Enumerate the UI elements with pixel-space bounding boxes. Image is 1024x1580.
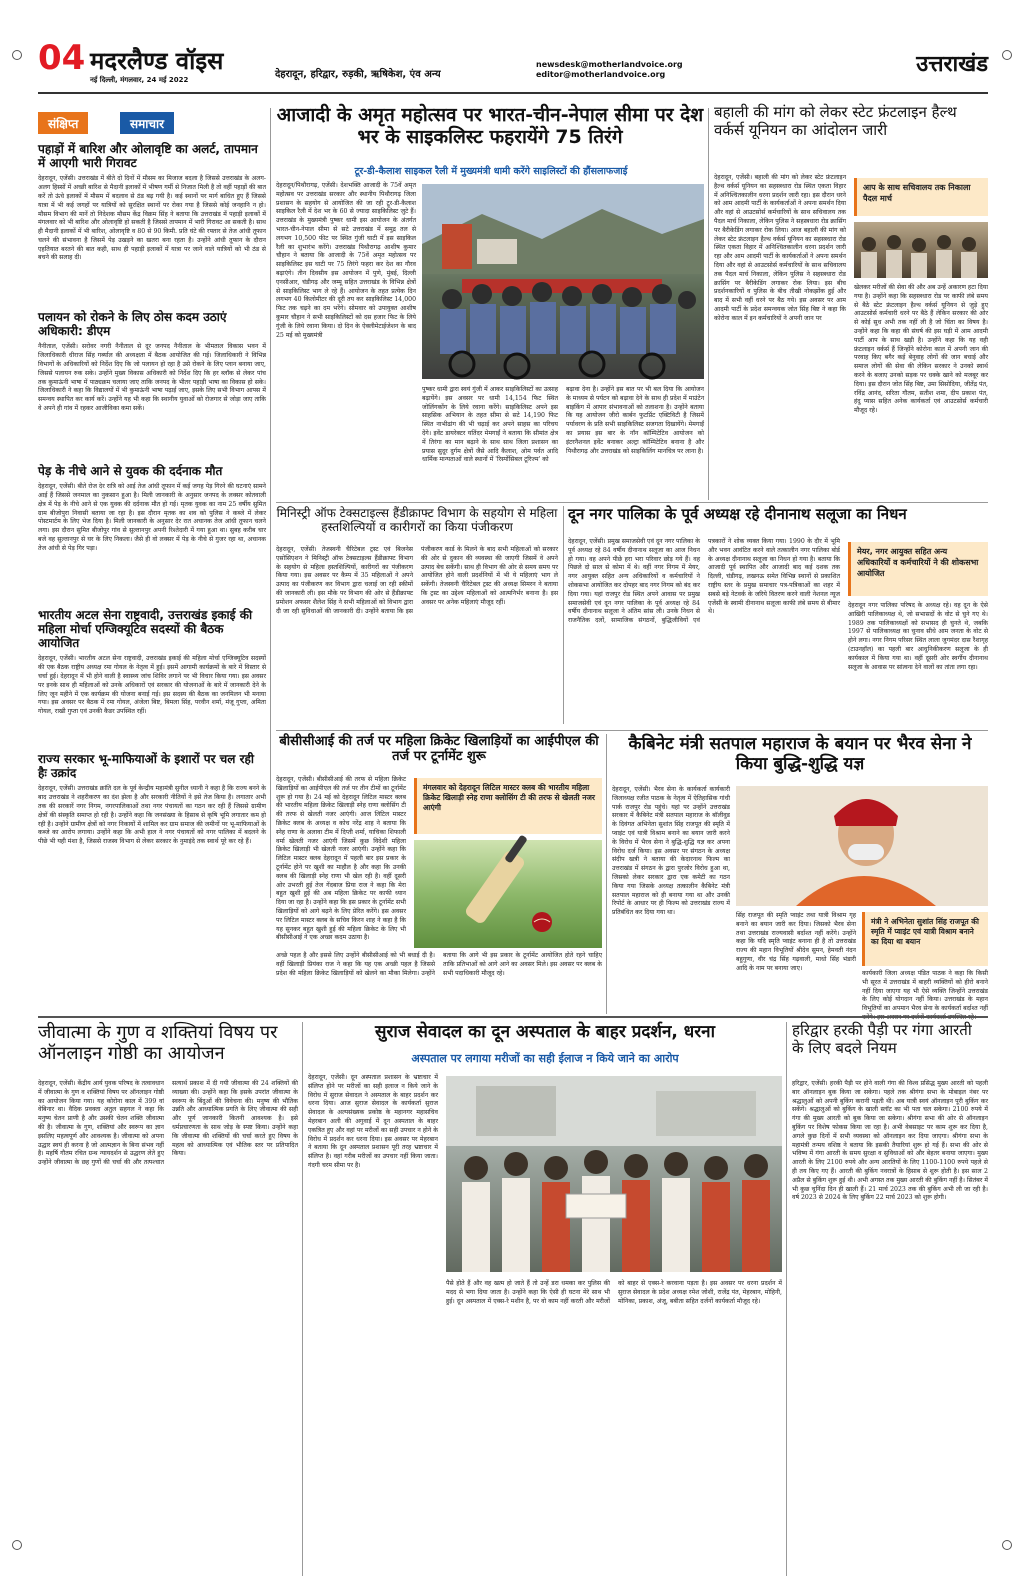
briefs-tag	[38, 112, 218, 134]
hospital-headline: सुराज सेवादल का दून अस्पताल के बाहर प्रदर्शन, धरना	[374, 1022, 716, 1042]
cricket-caption: मंगलवार को देहरादून लिटिल मास्टर क्लब की भारतीय महिला क्रिकेट खिलाड़ी स्नेह राणा क्लोसिंग टी की तरफ से खेलती नजर आएंगी	[414, 778, 602, 834]
paper-name: मदरलैण्ड वॉइस	[90, 47, 224, 75]
cyclists-illustration	[422, 184, 704, 379]
crafts-headline: मिनिस्ट्री ऑफ टेक्सटाइल्स हैंडीक्राफ्ट विभाग के सहयोग से महिला हस्तशिल्पियों व कारीगरों का किया पंजीकरण	[276, 506, 558, 535]
brief-item	[38, 752, 266, 897]
brief-headline: भारतीय अटल सेना राष्ट्रवादी, उत्तराखंड इकाई की महिला मोर्चा एग्जिक्यूटिव सदस्यों की बैठक आयोजित	[38, 608, 253, 651]
brief-body: नैनीताल, एजेंसी। सरोवर नगरी नैनीताल से दूर जनपद नैनीताल के भीमताल विकास भवन में जिलाधिकारी धीराज सिंह गर्ब्याल की अध्यक्षता में बैठक आयोजित की गई। जिलाधिकारी ने विभिन्न विभागों के अधिकारियों को निर्देश दिए कि जो पलायन हो रहा है उसे रोकने के लिए प्लान बनाया जाए, जिससे पलायन रुक सके। उन्होंने मुख्य विकास अधिकारी को निर्देश दिए कि हर ब्लॉक से लेकर पांच तक कुमाऊंनी भाषा में पाठ्यक्रम चलाया जाए ताकि जनपद के भीतर पहाड़ी भाषा का विकास हो सके। जिलाधिकारी ने कहा कि विद्यालयों में भी कुमाऊंनी भाषा पढ़ाई जाए, इसके लिए सभी विभाग आपस में समन्वय स्थापित कर कार्य करें। उन्होंने यह भी कहा कि स्थानीय युवाओं को रोजगार से जोड़ा जाए ताकि वे अपने ही गांव में रहकर आजीविका कमा सकें।	[38, 343, 266, 412]
briefs-tag-1: संक्षिप्त	[38, 112, 88, 134]
brief-headline: पहाड़ों में बारिश और ओलावृष्टि का अलर्ट, तापमान में आएगी भारी गिरावट	[38, 142, 258, 171]
lead-body-left: देहरादून/पिथौरागढ़, एजेंसी। देशभक्ति आजादी के 75वें अमृत महोत्सव पर उत्तराखंड सरकार और स्थानीय पिथौरागढ़ जिला प्रशासन के सहयोग से आयोजित की जा रही टूर-डी-कैलाश साइकिल रैली में देश भर के 60 से ज्यादा साइकिलिस्ट जुटे हैं। उत्तराखंड के मुख्यमंत्री पुष्कर धामी इस आयोजन के अंतर्गत भारत-चीन-नेपाल सीमा से सटे उत्तराखंड में समुद्र तल से लगभग 10,500 फीट पर स्थित गुंजी घाटी में इस साइकिल रैली का शुभारंभ करेंगे। उत्तराखंड पिथौरागढ़ आशीष कुमार चौहान ने बताया कि आजादी के 75वें अमृत महोत्सव पर साइकिलिस्ट इस घाटी पर 75 तिरंगे फहरा कर देश का गौरव बढ़ाएंगे। तीन दिवसीय इस आयोजन में पुणे, मुंबई, दिल्ली एनसीआर, चंडीगढ़ और जम्मू सहित उत्तराखंड के विभिन्न क्षेत्रों से साइकिलिस्ट भाग ले रहे हैं। आयोजन के तहत प्रत्येक दिन लगभग 40 किलोमीटर की दूरी तय कर साइकिलिस्ट 14,000 फिट तक चढ़ने का दम भरेंगे। सोमवार को उपायुक्त आशीष कुमार चौहान ने सभी साइकिलिस्टों को दस हजार फिट के लिये गुंजी के लिये रवाना किया। दो दिन के ऐक्लीमेटाईजेशन के बाद 25 मई को मुख्यमंत्री	[276, 182, 416, 339]
lead-body-right: बढ़ावा देना है। उन्होंने इस बात पर भी बल दिया कि आयोजन के माध्यम से पर्यटन को बढ़ावा देने के साथ ही प्रदेश में माउंटेन बाइकिंग में आपार संभावनाओं को तलाशना है। उन्होंने बताया कि यह आयोजन जीरो कार्बन फुटप्रिंट एक्टिविटी है जिसमें पर्यावरण के प्रति सभी साइकिलिस्ट सजगता दिखायेंगे। मेमगाईं का प्रयास इस बार के नॉन कॉम्पिटेटिव आयोजन को इंटरनैशनल इवेंट बनाकर अल्ट्रा कॉम्पिटेटिव बनाना है और पिथौरागढ़ और उत्तराखंड को साइकिलिंग मानचित्र पर लाना है।	[566, 386, 704, 455]
cyclists-photo	[422, 184, 704, 379]
minister-story	[612, 734, 988, 1014]
lead-story	[276, 104, 704, 500]
protest-photo	[854, 222, 988, 278]
minister-headline: कैबिनेट मंत्री सतपाल महाराज के बयान पर भैरव सेना ने किया बुद्धि-शुद्धि यज्ञ	[628, 734, 972, 775]
registration-mark	[12, 50, 22, 60]
brief-body: देहरादून, एजेंसी। बीते रोज देर रात्रि को आई तेज आंधी तूफान में कई जगह पेड़ गिरने की घटनाएं सामने आई हैं जिससे जनमाल का नुकसान हुआ है। मिली जानकारी के अनुसार जनपद के लक्सर कोतवाली क्षेत्र में पेड़ के नीचे आने से एक युवक की दर्दनाक मौत हो गई। मृतक युवक का नाम 25 वर्षीय सुमित ग्राम बीजोपुरा निवासी बताया जा रहा है। इस दौरान मृतक का शव को पुलिस ने कब्जे में लेकर पोस्टमार्टम के लिए भेज दिया है। मिली जानकारी के अनुसार देर रात अचानक तेज आंधी तूफान चलने लगा। इस दौरान सुमित बीजोपुर गांव से सुल्तानपुर अपनी रिश्तेदारी में गया हुआ था। सुबह करीब चार बजे वह सुल्तानपुर से घर के लिए निकला। जैसे ही वो लक्सर में पेड़ के नीचे से गुजर रहा था, अचानक तेज आंधी से पेड़ गिर पड़ा।	[38, 483, 266, 552]
health-headline: बहाली की मांग को लेकर स्टेट फ्रंटलाइन हैल्थ वर्कर्स यूनियन का आंदोलन जारी	[714, 103, 957, 139]
briefs-column	[38, 112, 266, 897]
registration-mark	[12, 1540, 22, 1550]
crafts-body: देहरादून, एजेंसी। तेजस्वनी चैरिटेबल ट्रस्ट एवं बिजनेस एसोसिएशन ने मिनिस्ट्री ऑफ टेक्सटाइल्स हैंडीक्राफ्ट विभाग के सहयोग से महिला हस्तशिल्पियों, कारीगरों का पंजीकरण किया गया। इस अवसर पर कैम्प में 35 महिलाओं ने अपने उत्पाद का पंजीकरण कर विभाग द्वारा चलाई जा रही स्कीमों की जानकारी ली। इस मौके पर विभाग की ओर से हैंडीक्राफ्ट प्रमोशन अफसर शैलेश सिंह ने सभी महिलाओं को विभाग द्वारा दी जा रही सुविधाओं की जानकारी दी। उन्होंने बताया कि इस पंजीकरण कार्ड के मिलने के बाद सभी महिलाओं को सरकार की ओर से दुकान की व्यवस्था की जाएगी जिसमें वे अपने उत्पाद बेच सकेंगी। साथ ही विभाग की ओर से समय समय पर आयोजित होने वाली प्रदर्शनियों में भी ये महिलाएं भाग ले सकेंगी। तेजस्वनी चैरिटेबल ट्रस्ट की अध्यक्ष सिमरन ने बताया कि ट्रस्ट का उद्देश्य महिलाओं को आत्मनिर्भर बनाना है। इस अवसर पर अनेक महिलाएं मौजूद रहीं।	[276, 546, 558, 615]
cricket-body: देहरादून, एजेंसी। बीसीसीआई की तरफ से महिला क्रिकेट खिलाड़ियों का आईपीएल की तर्ज पर तीन टीमों का टूर्नामेंट शुरू हो गया है। 24 मई को देहरादून लिटिल मास्टर क्लब की भारतीय महिला क्रिकेट खिलाड़ी स्नेह राणा क्लोसिंग टी की तरफ से खेलती नजर आएंगी। आज लिटिल मास्टर क्रिकेट क्लब के अध्यक्ष व कोच नरेंद्र शाह ने बताया कि स्नेह राणा के अलावा टीम में दिप्ती शर्मा, याचिका शिफाली वर्मा खेलती नजर आएंगी जिसमें कुछ विदेशी महिला क्रिकेट खिलाड़ी भी खेलती नजर आएंगी। उन्होंने कहा कि लिटिल मास्टर क्लब देहरादून में पहली बार इस प्रकार के टूर्नामेंट होने पर खुशी का माहौल है और कहा कि उनकी क्लब की खिलाड़ी स्नेह राणा भी खेल रही है। वहीं दूसरी ओर उभरती हुई तेज गेंदबाज प्रिया राज ने कहा कि मेरा बहुत खुशी हुई की अब महिला क्रिकेट पर काफी ध्यान दिया जा रहा है। उन्होंने कहा कि इस प्रकार के टूर्नामेंट सभी खिलाड़ियों को आगे बढ़ने के लिए प्रेरित करेंगे। इस अवसर पर लिटिल मास्टर क्लब के सचिव किरन शाह ने कहा है कि यह सुनकर बहुत खुशी हुई की महिला क्रिकेट के लिए भी बीसीसीआई ने एक अच्छा कदम उठाया है।	[276, 776, 407, 942]
obit-body: देहरादून, एजेंसी। प्रमुख समाजसेवी एवं दून नगर पालिका के पूर्व अध्यक्ष रहे 84 वर्षीय दीनानाथ सलूजा का आज निधन हो गया। वह अपने पीछे हरा भरा परिवार छोड़ गये हैं। वह पिछले दो साल से कोमा में थे। वहीं नगर निगम में मेयर, नगर आयुक्त सहित अन्य अधिकारियों व कर्मचारियों ने शोकसभा आयोजित कर दोपहर बाद नगर निगम को बंद कर दिया गया। यहां राजपुर रोड स्थित अपने आवास पर प्रमुख समाजसेवी एवं दून नगर पालिका के पूर्व अध्यक्ष रहे 84 वर्षीय दीनानाथ सलूजा ने अंतिम सांस ली। उनके निधन से राजनैतिक दलों, सामाजिक संगठनों, बुद्धिजीवियों एवं पत्रकारों ने शोक व्यक्त किया गया। 1990 के दौर में भूमि और भवन आवंटित करने वाले तत्कालीन नगर पालिका बोर्ड के अध्यक्ष दीनानाथ सलूजा का निधन हो गया है। बताया कि आजादी पूर्व स्थापित और आजादी बाद कई दशक तक दिल्ली, चंडीगढ़, लखनऊ समेत विभिन्न स्थानों से प्रकाशित राष्ट्रीय स्तर के प्रमुख समाचार पत्र-पत्रिकाओं का शहर में सबसे बड़े नेटवर्क के जरिये वितरण करने वाली नेशनल न्यूज एजेंसी के स्वामी दीनानाथ सलूजा काफी लंबे समय से बीमार थे।	[568, 538, 840, 625]
lead-subhead: टूर-डी-कैलाश साइकल रैली में मुख्यमंत्री धामी करेंगे साइलिस्टों की हौंसलाफजाई	[354, 166, 628, 177]
protest-illustration	[854, 222, 988, 278]
minister-body: देहरादून, एजेंसी। भैरव सेना के कार्यकर्ता कार्यकारी जिलाध्यक्ष रजीत पाठक के नेतृत्व में ऐतिहासिक गांधी पार्क राजपुर रोड पहुंचे। यहां पर उन्होंने उत्तराखंड सरकार में कैबिनेट मंत्री सतपाल महाराज के बॉलीवुड के दिवंगत अभिनेता सुशांत सिंह राजपूत की स्मृति में प्वाइंट एवं यात्री विश्राम बनाने का बयान जारी करने के विरोध में भैरव सेना ने बुद्धि-शुद्धि यज्ञ कर अपना विरोध दर्ज किया। इस अवसर पर संगठन के अध्यक्ष संदीप खत्री ने बताया की केदारनाथ फिल्म का उत्तराखंड में संगठन के द्वारा पुरजोर विरोध हुआ था, जिसको लेकर सरकार द्वारा एक कमेटी का गठन किया गया जिसके अध्यक्ष तत्कालीन कैबिनेट मंत्री सतपाल महाराज को ही बनाया गया था और उनकी रिपोर्ट के आधार पर ही फिल्म को उत्तराखंड राज्य में प्रतिबंधित कर दिया गया था।	[612, 786, 730, 917]
obit-headline: दून नगर पालिका के पूर्व अध्यक्ष रहे दीनानाथ सलूजा का निधन	[568, 505, 907, 523]
cities-line: देहरादून, हरिद्वार, रुड़की, ऋषिकेश, एंव अन्य	[275, 69, 441, 80]
brief-item	[38, 310, 266, 460]
hospital-body: देहरादून, एजेंसी। दून अस्पताल प्रशासन के भ्रष्टाचार में संलिप्त होने पर मरीजों का सही इलाज न किये जाने के विरोध में सुराज सेवादल ने अस्पताल के बाहर प्रदर्शन कर धरना दिया। आज सुराज सेवादल के कार्यकर्ता सुराज सेवादल के अल्पसंख्यक प्रकोष्ठ के महानगर महासचिव मेहरबान अली की अगुवाई में दून अस्पताल के बाहर एकत्रित हुए और वहां पर मरीजों का सही उपचार न होने के विरोध में प्रदर्शन कर धरना दिया। इस अवसर पर मेहरबान ने बताया कि दून अस्पताल प्रशासन पूरी तरह भ्रष्टाचार में संलिप्त है। वहां गरीब मरीजों का उपचार नहीं किया जाता। गंदगी चरम सीमा पर है।	[308, 1074, 438, 1169]
ganga-body: हरिद्वार, एजेंसी। हरकी पैड़ी पर होने वाली गंगा की विश्व प्रसिद्ध मुख्य आरती को पहली बार ऑनलाइन बुक किया जा सकेगा। पहले तक श्रीगंगा सभा के मोबाइल नंबर पर श्रद्धालुओं को अपनी बुकिंग करानी पड़ती थी। अब यात्री स्वयं ऑनलाइन पूरी बुकिंग कर सकेंगे। श्रद्धालुओं को बुकिंग के खाली स्लॉट का भी पता चल सकेगा। 2100 रुपये में गंगा की मुख्य आरती को बुक किया जा सकेगा। श्रीगंगा सभा की ओर से ऑनलाइन बुकिंग पर विशेष फोकस किया जा रहा है। अभी वेबसाइट पर काम शुरू कर दिया है, अगले कुछ दिनों में सभी व्यवस्था को ऑनलाइन कर दिया जाएगा। श्रीगंगा सभा के महामंत्री तन्मय वशिष्ठ ने बताया कि इसकी तैयारियां शुरू हो गई हैं। सभा की ओर से भविष्य में गंगा आरती के समय सुरक्षा व सुविधाओं को और बेहतर बनाया जाएगा। मुख्य आरती के लिए 2100 रुपये और अन्य आरतियों के लिए 1100-1100 रुपये पहले से ही तय किए गए हैं। आरती की बुकिंग नवरात्रों के हिसाब से शुरू होती है। इस साल 2 अप्रैल से बुकिंग शुरू हुई थी। अभी अगस्त तक मुख्य आरती की बुकिंग नहीं है। सितंबर में भी कुछ चुनिंदा दिन ही खाली हैं। 21 मार्च 2023 तक की बुकिंग अभी ली जा रही है। वर्ष 2023 से 2024 के लिए बुकिंग 22 मार्च 2023 को शुरू होगी।	[792, 1080, 988, 1202]
email-newsdesk[interactable]: newsdesk@motherlandvoice.org	[536, 60, 683, 69]
hospital-protest-photo	[446, 1076, 782, 1272]
page-number: 04	[38, 38, 86, 78]
obit-caption: मेयर, नगर आयुक्त सहित अन्य अधिकारियों व कर्मचारियों ने की शोकसभा आयोजित	[848, 542, 988, 596]
brief-item	[38, 464, 266, 604]
registration-mark	[1002, 50, 1012, 60]
bat-and-ball-illustration	[414, 840, 602, 948]
cricket-headline: बीसीसीआई की तर्ज पर महिला क्रिकेट खिलाड़ियों का आईपीएल की तर्ज पर टूर्नामेंट शुरू	[279, 734, 599, 765]
dateline: नई दिल्ली, मंगलवार, 24 मई 2022	[90, 76, 189, 84]
goshti-headline: जीवात्मा के गुण व शक्तियां विषय पर ऑनलाइन गोष्ठी का आयोजन	[38, 1022, 278, 1065]
lead-headline: आजादी के अमृत महोत्सव पर भारत-चीन-नेपाल सीमा पर देश भर के साइकलिस्ट फहरायेंगे 75 तिरंगे	[276, 104, 704, 149]
health-story	[714, 104, 988, 500]
brief-body: देहरादून, एजेंसी। भारतीय अटल सेना राष्ट्रवादी, उत्तराखंड इकाई की महिला मोर्चा एग्जिक्यूटिव सदस्यों की एक बैठक राष्ट्रीय अध्यक्ष रमा गोयल के नेतृत्व में हुई। इसमें आगामी कार्यक्रमों के बारे में विस्तार से चर्चा हुई। देहरादून में भी होने वाली है स्वास्थ्य जांच शिविर लगाने पर भी विचार किया गया। इस अवसर पर इनके साथ ही महिलाओं को उनके अधिकारों एवं सरकार की योजनाओं के बारे में जानकारी देने के लिए जून महीने में एक कार्यक्रम की योजना बनाई गई। इस सदस्य की बैठक का जनमिलन भी मनाया गया। इस अवसर पर बैठक में रमा गोयल, अंजेला बिष्ट, बिमला सिंह, परवीन शर्मा, मंजू गुप्ता, अमिता गोयल, राखी गुप्ता एवं उनकी कैडर उपस्थित रहीं।	[38, 655, 266, 716]
minister-caption: मंत्री ने अभिनेता सुशांत सिंह राजपूत की स्मृति में प्वाइंट एवं यात्री विश्राम बनाने का दिया था बयान	[862, 912, 988, 966]
lead-body-mid: पुष्कर धामी द्वारा स्वयं गुंजी में आकर साइकिलिस्टों का उत्साह बढ़ायेंगे। इस अवसर पर धामी 14,154 फिट स्थित जोलिंगकोंग के लिये रवाना करेंगे। साइकिलिस्ट अपने इस साहसिक अभियान के तहत सीमा से सटे 14,190 फिट स्थित नाभीढांग की भी चढ़ाई कर अपने साहस का परिचय देंगे। इवेंट डायरेक्टर यतिंदर मेमगाईं ने बताया कि सीमांत क्षेत्र में तिरंगा का मान बढ़ाने के साथ साथ जिला प्रशासन का प्रयास सुदूर दुर्गम क्षेत्रों जैसे आदि कैलाश, ओम पर्वत आदि धार्मिक मान्यताओं वाले स्थानों में 'रिस्पोंसिबल टूरिज्म' को	[422, 386, 558, 464]
minister-portrait-illustration	[736, 786, 988, 906]
minister-body-right: सिंह राजपूत की स्मृति प्वाइंट तथा यात्री विश्राम गृह बनाने का बयान जारी कर दिया। जिसको भैरव सेना तथा उत्तराखंड राज्यवासी बर्दाश्त नहीं करेंगे। उन्होंने कहा कि यदि स्मृति प्वाइंट बनाना ही है तो उत्तराखंड राज्य की महान विभूतियों श्रीदेव सुमन, हेमवती नंदन बहुगुणा, वीर चंद्र सिंह गढ़वाली, माधो सिंह भंडारी आदि के नाम पर बनाया जाए।	[736, 912, 856, 972]
section-title: उत्तराखंड	[916, 52, 988, 77]
email-editor[interactable]: editor@motherlandvoice.org	[536, 70, 666, 80]
goshti-body: देहरादून, एजेंसी। केंद्रीय आर्य युवक परिषद के तत्वावधान में जीवात्मा के गुण व शक्तियां विषय पर ऑनलाइन गोष्ठी का आयोजन किया गया। यह कोरोना काल में 399 वां वेबिनार था। वैदिक प्रवक्ता अतुल सहगल ने कहा कि मनुष्य चेतन प्राणी है और उसकी चेतन शक्ति जीवात्मा की है। जीवात्मा के गुण, शक्तियां और स्वरूप का ज्ञान इसलिए महत्वपूर्ण और आवश्यक है। जीवात्मा को अपना उद्धार स्वयं ही करना है जो आत्मज्ञान के बिना संभव नहीं है। महर्षि गौतम रचित ग्रन्थ न्यायदर्शन से उद्धरण लेते हुए उन्होंने जीवात्मा के छह गुणों की चर्चा की और तत्पश्चात सत्यार्थ प्रकाश में दी गयी जीवात्मा की 24 शक्तियों की व्याख्या की। उन्होंने कहा कि इसके उपरांत जीवात्मा के स्वरूप के बिंदुओं की विवेचना की। मनुष्य की भौतिक उन्नति और आध्यात्मिक प्रगति के लिए जीवात्मा की सही और पूर्ण जानकारी कितनी आवश्यक है। इसे धर्मप्रचारणता के साथ जोड़ के स्पष्ट किया। उन्होंने कहा कि जीवात्मा की शक्तियों की चर्चा करते हुए विषय के महत्व को आध्यात्मिक एवं भौतिक स्तर पर प्रतिपादित किया।	[38, 1080, 298, 1167]
ganga-headline: हरिद्वार हरकी पैड़ी पर गंगा आरती के लिए बदले नियम	[792, 1021, 972, 1057]
minister-photo	[736, 786, 988, 906]
brief-headline: राज्य सरकार भू-माफियाओं के इशारों पर चल रही हैः उक्रांद	[38, 752, 254, 781]
obit-body-right: देहरादून नगर पालिका परिषद के अध्यक्ष रहे। वह दून के ऐसे आखिरी पालिकाध्यक्ष थे, जो सभासदों के वोट से चुने गए थे। 1989 तक पालिकाध्यक्षों को सभासद ही चुनते थे, जबकि 1997 से पालिकाध्यक्ष का चुनाव सीधे आम जनता के वोट से होने लगा। नगर निगम परिसर स्थित लाला जुगमंदर दास रैशागृह (टाउनहॉल) का पहली बार आधुनिकीकरण सलूजा के ही कार्यकाल में किया गया था। वहीं दूसरी ओर स्वर्गीय दीनानाथ सलूजा के आवास पर सांत्वना देने वालों का तांता लगा रहा।	[848, 602, 988, 671]
brief-item	[38, 608, 266, 748]
minister-body-caption: कार्यकारी जिला अध्यक्ष पंडित पाठक ने कहा कि किसी भी सूरत में उत्तराखंड में बाहरी व्यक्तियों को हीरो बनाने नहीं दिया जाएगा यह भी ऐसे व्यक्ति जिन्होंने उत्तराखंड के लिए कोई योगदान नहीं किया। उत्तराखंड के महान विभूतियों का अपमान भैरव सेना के कार्यकर्ता बर्दाश्त नहीं	[862, 970, 988, 1013]
registration-mark	[1002, 1540, 1012, 1550]
brief-body: देहरादून, एजेंसी। उत्तराखंड में बीते दो दिनों में मौसम का मिजाज बदला है जिससे उत्तराखंड के अलग-अलग हिस्सों में अच्छी बारिश से मैदानी इलाकों में भीषण गर्मी से निजात मिली है तो वहीं पहाड़ों की बात करें तो ऊंचे इलाकों में मौसम में बदलाव से ठंड बढ़ गयी है। कई स्थानों पर मार्ग बाधित हुए हैं जिससे यात्रा में भी कई जगहों पर यात्रियों को सुरक्षित स्थानों पर रोका गया है जिससे कोई जनहानि न हो। मौसम विभाग की मानें तो निदेशक मौसम केंद्र विक्रम सिंह ने बताया कि उत्तराखंड में पहाड़ी इलाकों में मंगलवार को भी बारिश और ओलावृष्टि हो सकती है जिससे तापमान में भारी गिरावट आ सकती है। साथ ही मैदानी इलाकों में भी बारिश, ओलावृष्टि व 80 से 90 किमी. प्रति घंटे की रफ्तार से तेज आंधी तूफान चलने की संभावना है जिसमें पेड़ उखड़ने का खतरा बना रहता है। उन्होंने आंधी तूफान के दौरान एहतियात बरतने की बात कही, साथ ही पहाड़ी इलाकों में यात्रा पर जाने वाले यात्रियों को भी ठंड से बचने की सलाह दी।	[38, 175, 266, 262]
crafts-story	[276, 506, 558, 726]
brief-headline: पलायन को रोकने के लिए ठोस कदम उठाएं अधिकारी: डीएम	[38, 310, 227, 339]
hospital-body-right: पैसे होते हैं और वह खत्म हो जाते हैं तो उन्हें डरा धमका कर पुलिस की मदद से भगा दिया जाता है। उन्होंने कहा कि ऐसी ही घटना मेरे साथ भी हुई। दून अस्पताल में एक्स-रे मशीन है, पर वो काम नहीं करती और मरीजों को बाहर से एक्स-रे करवाना पड़ता है। इस अवसर पर धरना प्रदर्शन में सुराज सेवादल के प्रदेश अध्यक्ष रमेश जोशी, राजेंद्र पंत, मेहरबान, मोहिनी, मोनिका, प्रकाश, अंजू, बबीता सहित दर्जनों कार्यकर्ता मौजूद रहे।	[446, 1280, 782, 1305]
obit-story	[568, 506, 988, 726]
brief-item	[38, 142, 266, 307]
masthead	[0, 0, 1024, 100]
hospital-protest-illustration	[446, 1076, 782, 1272]
hospital-story	[308, 1022, 782, 1578]
brief-headline: पेड़ के नीचे आने से युवक की दर्दनाक मौत	[38, 464, 223, 478]
ganga-story	[792, 1022, 988, 1578]
health-body: देहरादून, एजेंसी। बहाली की मांग को लेकर स्टेट फ्रंटलाइन हैल्थ वर्कर्स यूनियन का सहस्त्रधारा रोड स्थित एकता विहार में अनिश्चितकालीन धरना प्रदर्शन जारी रहा। इस दौरान धरने को आम आदमी पार्टी के कार्यकर्ताओं ने अपना समर्थन दिया और वहां से आउटसोर्स कर्मचारियों के साथ सचिवालय तक पैदल मार्च निकाला, लेकिन पुलिस ने सहस्त्रधारा रोड क्रासिंग पर बैरीकेडिंग लगाकर रोक लिया। आज बहाली की मांग को लेकर स्टेट फ्रंटलाइन हैल्थ वर्कर्स यूनियन का सहस्त्रधारा रोड स्थित एकता विहार में अनिश्चितकालीन धरना प्रदर्शन जारी रहा और आम आदमी पार्टी के कार्यकर्ताओं ने अपना समर्थन दिया और वहां से आउटसोर्स कर्मचारियों के साथ सचिवालय तक पैदल मार्च निकाला, लेकिन पुलिस ने सहस्त्रधारा रोड क्रासिंग पर बैरीकेडिंग लगाकर रोक लिया। इस बीच प्रदर्शनकारियों व पुलिस के बीच तीखी नोकझोंक हुई और बाद में सभी वहीं धरने पर बैठ गये। इस अवसर पर आम आदमी पार्टी के प्रदेश समन्वयक जोत सिंह बिष्ट ने कहा कि कोरोना काल में इन कर्मचारियों ने अपनी जान पर	[714, 174, 846, 322]
health-caption: आप के साथ सचिवालय तक निकाला पैदल मार्च	[854, 178, 988, 216]
briefs-tag-2: समाचार	[120, 112, 174, 134]
brief-body: देहरादून, एजेंसी। उत्तराखंड क्रांति दल के पूर्व केन्द्रीय महामंत्री सुनील ध्यानी ने कहा है कि राज्य बनने के बाद उत्तराखंड ने शहरीकरण का दंश झेला है और सरकारी नीतियों ने इसे तेज किया है। लगातार अभी तक की सरकारें नगर निगम, नगरपालिकाओं तथा नगर पंचायतों का गठन कर रही हैं जिससे ग्रामीण क्षेत्रों की संस्कृति समाप्त हो रही है। उन्होंने कहा कि जनसंख्या के हिसाब से कृषि भूमि लगातार कम हो रही है। उन्होंने ग्रामीण क्षेत्रों को नगर निकायों में शामिल कर ग्राम समाज की जमीनों पर भू-माफियाओं के कब्जे का आरोप लगाया। उन्होंने कहा कि अभी हाल ने नगर पंचायतों को नगर पालिका में बदलने के पीछे भी यही मंशा है, जिससे राजस्व विभाग से लेकर सरकार के नुमाइंदे तक स्वार्थ पूरे कर रहे हैं।	[38, 785, 266, 846]
health-body-right: खेलकर मरीजों की सेवा की और अब उन्हें अकारण हटा दिया गया है। उन्होंने कहा कि सहस्त्रधारा रोड पर काफी लंबे समय से बैठे स्टेट फ्रंटलाइन हैल्थ वर्कर्स यूनियन से जुड़े हुए आउटसोर्स कर्मचारी धरने पर बैठे हैं लेकिन सरकार की ओर से कोई सुध अभी तक नहीं ली है जो चिंता का विषय है। उन्होंने कहा कि कहा की संघर्ष की इस घड़ी में आम आदमी पार्टी आप के साथ खड़ी है। उन्होंने कहा कि यह वही फ्रंटलाइन वर्कर्स हैं जिन्होंने कोरोना काल में अपनी जान की परवाह किए बगैर कई बेनुवाह लोगों की जान बचाई और समाज लोगों की सेवा की लेकिन सरकार ने उनको स्वार्थ करने के बजाए उनको सड़क पर धक्के खाने को मजबूर कर दिया। इस दौरान जोत सिंह बिष्ट, उमा सिसोदिया, जीतेंद्र पंत, रविंद्र आनंद, सरिता गौतम, सतीश शमा, दीप प्रकाश पंत, हंदु प्यास सहित अनेक कार्यकर्ता एवं आउटसोर्स कर्मचारी मौजूद रहे।	[854, 284, 988, 415]
cricket-photo	[414, 840, 602, 948]
goshti-story	[38, 1022, 298, 1578]
cricket-body-right: अच्छे पहल है और इससे लिए उन्होंने बीसीसीआई को भी बधाई दी है। वहीं खिलाड़ी प्रियंका राज ने कहा कि यह एक अच्छी पहल है जिससे प्रदेश की महिला क्रिकेट खिलाड़ियों को खेलने का मौका मिलेगा। उन्होंने बताया कि आगे भी इस प्रकार के टूर्नामेंट आयोजित होते रहने चाहिए ताकि प्रतिभाओं को आगे आने का अवसर मिले। इस अवसर पर क्लब के सभी पदाधिकारी मौजूद रहे।	[276, 952, 603, 977]
hospital-subhead: अस्पताल पर लगाया मरीजों का सही ईलाज न किये जाने का आरोप	[411, 1052, 679, 1065]
